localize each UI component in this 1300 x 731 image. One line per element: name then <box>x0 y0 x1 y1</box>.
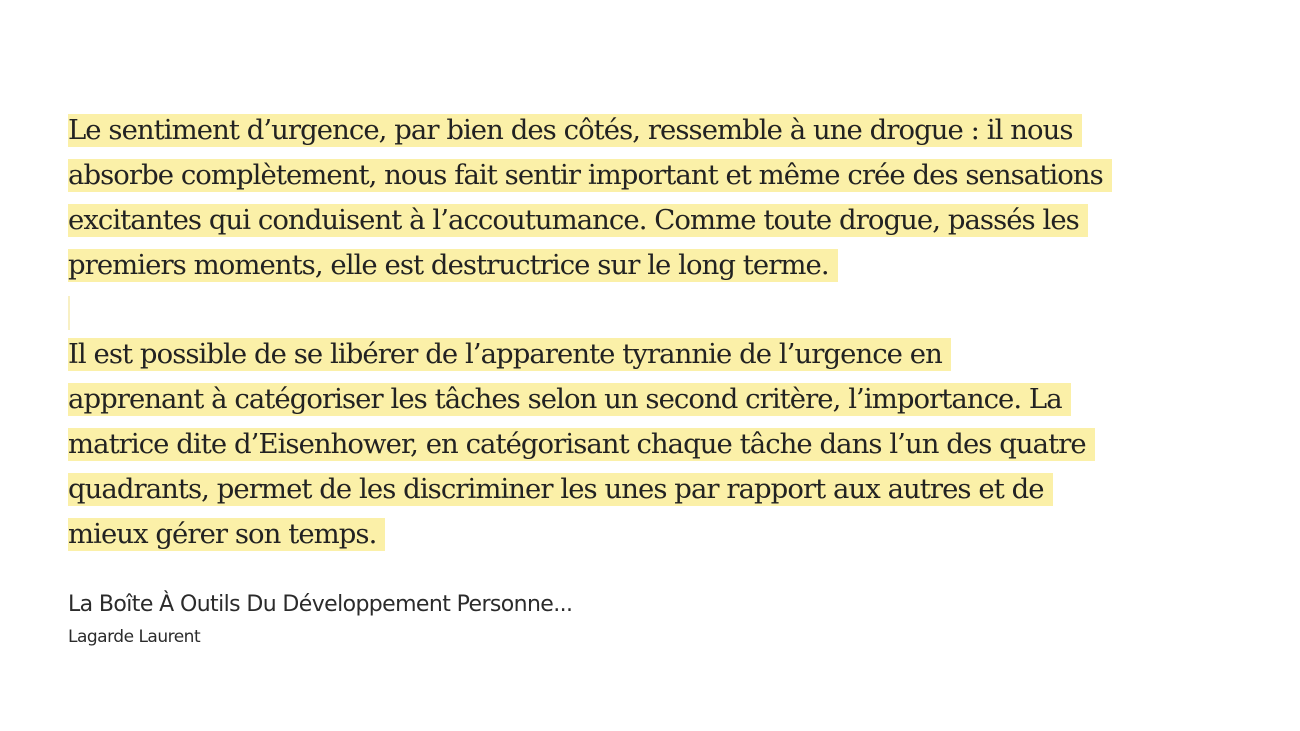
quote-line <box>68 247 1188 292</box>
quote-paragraph-2 <box>68 336 1188 561</box>
quote-line <box>68 516 1188 561</box>
highlight-span: matrice dite d’Eisenhower, en catégorisant chaque tâche dans l’un des quatre <box>68 428 1095 461</box>
highlight-span: quadrants, permet de les discriminer les unes par rapport aux autres et de <box>68 473 1053 506</box>
book-info <box>68 590 572 649</box>
quote-line <box>68 202 1188 247</box>
highlight-span: Il est possible de se libérer de l’apparente tyrannie de l’urgence en <box>68 338 951 371</box>
quote-paragraph-1 <box>68 112 1188 292</box>
highlight-span: Le sentiment d’urgence, par bien des côtés, ressemble à une drogue : il nous <box>68 114 1082 147</box>
highlighted-quote[interactable] <box>68 112 1188 561</box>
quote-line <box>68 157 1188 202</box>
quote-line <box>68 336 1188 381</box>
highlight-span: mieux gérer son temps. <box>68 518 385 551</box>
highlight-gap-marker <box>68 296 70 330</box>
highlight-span: premiers moments, elle est destructrice sur le long terme. <box>68 249 838 282</box>
book-author: Lagarde Laurent <box>68 627 201 647</box>
quote-line <box>68 471 1188 516</box>
quote-line <box>68 381 1188 426</box>
book-title[interactable]: La Boîte À Outils Du Développement Personne... <box>68 592 573 617</box>
highlight-span: apprenant à catégoriser les tâches selon un second critère, l’importance. La <box>68 383 1071 416</box>
highlight-span: absorbe complètement, nous fait sentir important et même crée des sensations <box>68 159 1112 192</box>
paragraph-gap <box>68 292 1188 336</box>
quote-line <box>68 112 1188 157</box>
quote-line <box>68 426 1188 471</box>
highlight-span: excitantes qui conduisent à l’accoutumance. Comme toute drogue, passés les <box>68 204 1088 237</box>
